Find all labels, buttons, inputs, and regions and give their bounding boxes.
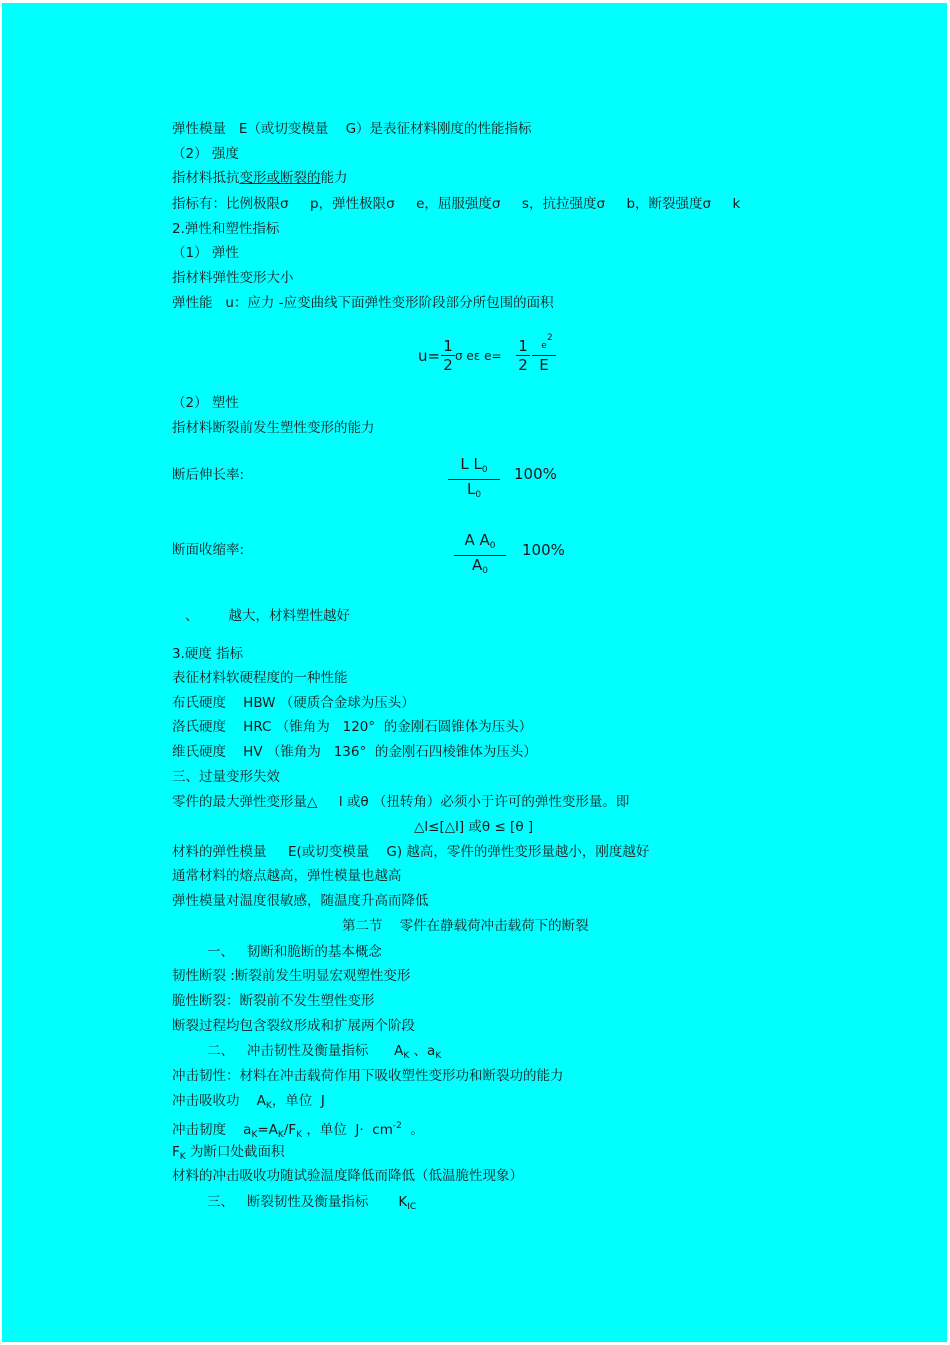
section-heading: 一、 韧断和脆断的基本概念 (207, 944, 382, 960)
numerator (448, 455, 500, 479)
text-span: 指材料抵抗 (172, 170, 240, 186)
text-line: 材料的弹性模量 E(或切变模量 G) 越高，零件的弹性变形量越小，刚度越好 (172, 844, 650, 860)
text-span: /F (283, 1122, 297, 1138)
text-line: 指标有：比例极限σ p，弹性极限σ e，屈服强度σ s，抗拉强度σ b，断裂强度σ k (172, 196, 741, 212)
section-title: 第二节 零件在静载荷冲击载荷下的断裂 (342, 918, 589, 934)
denominator (448, 480, 500, 504)
text-span: ，单位 J (271, 1093, 325, 1109)
subscript: K (179, 1152, 186, 1162)
formula-label: 断后伸长率: (172, 467, 245, 483)
subscript: K (403, 1051, 410, 1061)
text-line: 弹性模量 E（或切变模量 G）是表征材料刚度的性能指标 (172, 121, 532, 137)
numerator: 1 (518, 337, 528, 355)
denominator-text: L (466, 480, 476, 498)
superscript: -2 (392, 1121, 402, 1131)
text-line: 零件的最大弹性变形量△ l 或θ （扭转角）必须小于许可的弹性变形量。即 (172, 794, 630, 810)
subscript: 0 (481, 465, 488, 475)
subscript: K (296, 1130, 303, 1140)
text-span: =A (257, 1122, 278, 1138)
subscript: K (435, 1051, 442, 1061)
numerator: 1 (443, 337, 453, 355)
text-line: （2） 塑性 (172, 395, 239, 411)
denominator: 2 (518, 356, 528, 374)
underlined-text: 变形或断裂的 (239, 170, 321, 186)
fraction (532, 337, 556, 374)
numerator: e (541, 341, 547, 351)
text-span: 冲击吸收功 A (172, 1093, 266, 1109)
section-heading: 三、过量变形失效 (172, 769, 280, 785)
denominator (454, 556, 506, 580)
text-span: F (172, 1144, 180, 1160)
text-line: 脆性断裂：断裂前不发生塑性变形 (172, 993, 375, 1009)
fraction (441, 337, 455, 374)
text-line (172, 1117, 424, 1144)
text-line: 冲击韧性：材料在冲击载荷作用下吸收塑性变形功和断裂功的能力 (172, 1068, 564, 1084)
text-line: 断裂过程均包含裂纹形成和扩展两个阶段 (172, 1018, 415, 1034)
text-line: 指材料断裂前发生塑性变形的能力 (172, 420, 375, 436)
formula-lhs: u= (418, 347, 441, 365)
text-line: 表征材料软硬程度的一种性能 (172, 670, 348, 686)
text-span: 、a (409, 1043, 436, 1059)
subscript: IC (407, 1202, 417, 1212)
inequality: △l≤[△l] 或θ ≤ [θ ] (414, 819, 534, 835)
text-line: 洛氏硬度 HRC （锥角为 120° 的金刚石圆锥体为压头） (172, 719, 533, 735)
text-span: 三、 断裂韧性及衡量指标 K (207, 1194, 408, 1210)
document-page (2, 3, 947, 1342)
numerator (454, 531, 506, 555)
text-line: 维氏硬度 HV （锥角为 136° 的金刚石四棱锥体为压头） (172, 744, 537, 760)
section-heading (207, 1193, 416, 1216)
subscript: 0 (475, 490, 482, 500)
denominator-text: A (472, 556, 483, 574)
text-span: ，单位 J· cm (302, 1122, 393, 1138)
text-span: 为断口处截面积 (185, 1144, 285, 1160)
subscript: 0 (482, 566, 488, 576)
text-line: 材料的冲击吸收功随试验温度降低而降低（低温脆性现象） (172, 1168, 523, 1184)
text-span: 。 (401, 1122, 424, 1138)
text-line (172, 1092, 325, 1115)
superscript: 2 (547, 333, 553, 343)
numerator-text: L L (460, 455, 482, 473)
percent-value: 100% (522, 541, 565, 559)
text-line: 通常材料的熔点越高，弹性模量也越高 (172, 868, 402, 884)
text-line: 韧性断裂 :断裂前发生明显宏观塑性变形 (172, 968, 411, 984)
numerator-text: A A (464, 531, 490, 549)
formula-middle: σ eε e= (455, 349, 502, 363)
denominator: E (539, 356, 549, 374)
denominator: 2 (443, 356, 453, 374)
section-heading: 3.硬度 指标 (172, 646, 244, 662)
text-line: （2） 强度 (172, 146, 239, 162)
fraction (448, 455, 500, 504)
text-line: 、 越大，材料塑性越好 (185, 608, 351, 624)
text-span: 能力 (320, 170, 348, 186)
text-line (172, 1143, 284, 1166)
percent-value: 100% (514, 465, 557, 483)
subscript: K (277, 1130, 284, 1140)
fraction (454, 531, 506, 580)
text-line: 指材料弹性变形大小 (172, 270, 294, 286)
text-span: 冲击韧度 a (172, 1122, 252, 1138)
text-line (172, 169, 348, 187)
section-heading (207, 1042, 441, 1065)
subscript: K (251, 1130, 258, 1140)
text-span: 二、 冲击韧性及衡量指标 A (207, 1043, 404, 1059)
text-line: 弹性模量对温度很敏感，随温度升高而降低 (172, 893, 429, 909)
subscript: 0 (489, 541, 496, 551)
text-line: 弹性能 u：应力 -应变曲线下面弹性变形阶段部分所包围的面积 (172, 295, 554, 311)
formula-label: 断面收缩率: (172, 542, 245, 558)
text-line: （1） 弹性 (172, 245, 239, 261)
section-heading: 2.弹性和塑性指标 (172, 221, 280, 237)
text-line: 布氏硬度 HBW （硬质合金球为压头） (172, 695, 415, 711)
fraction (516, 337, 530, 374)
subscript: K (265, 1101, 272, 1111)
